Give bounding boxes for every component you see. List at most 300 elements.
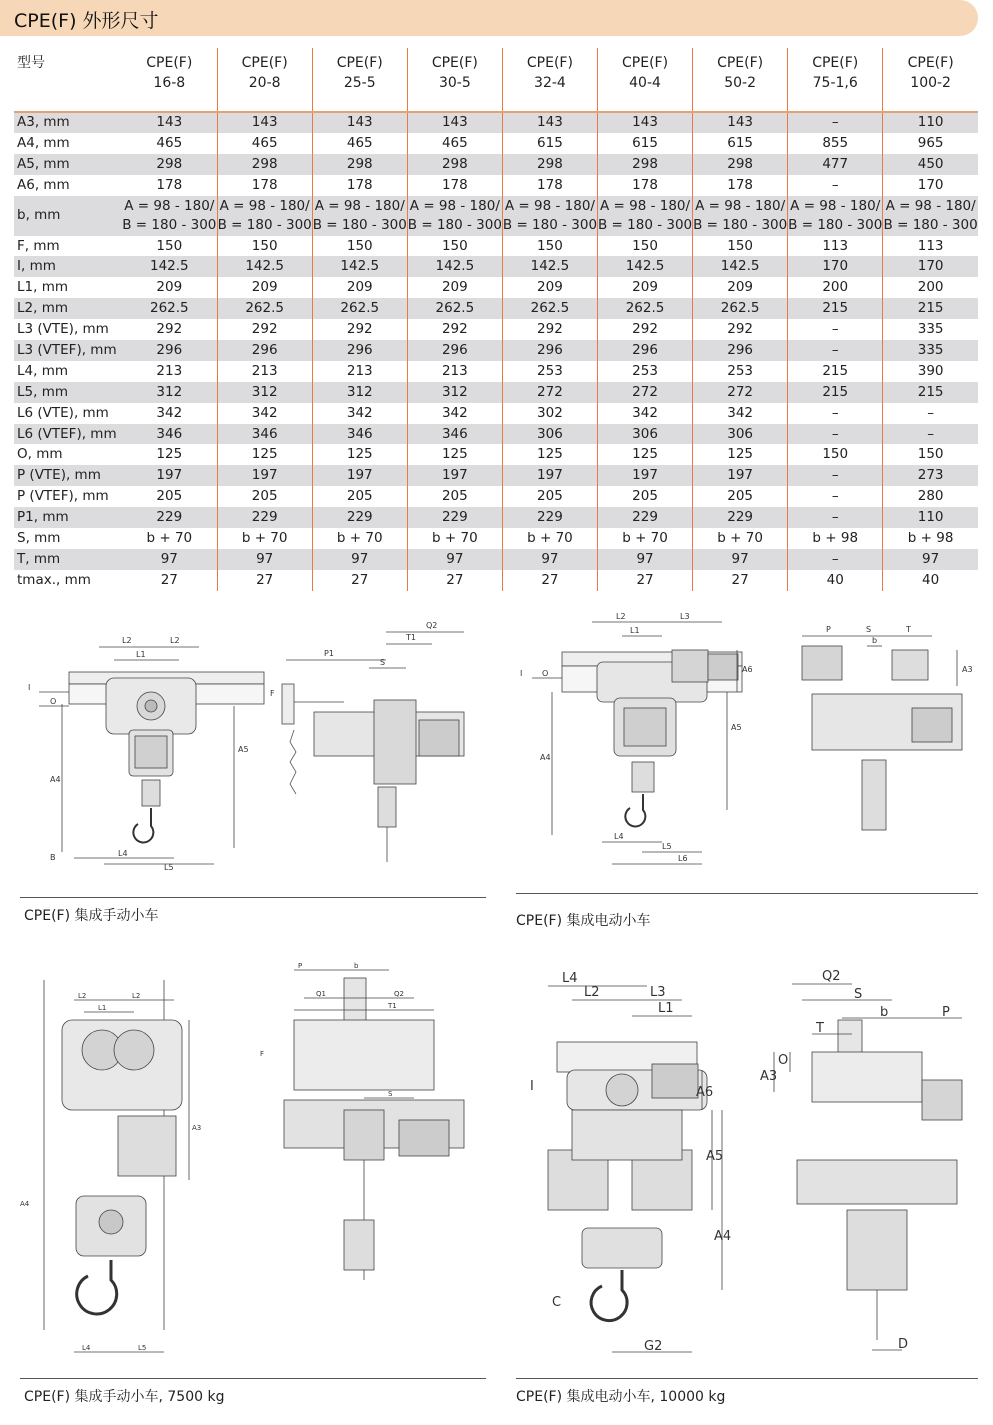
row-label: F, mm [17,237,60,254]
table-cell: 205 [693,486,788,507]
table-cell: 97 [502,549,597,570]
table-cell: 965 [883,133,978,154]
table-cell: 150 [883,444,978,465]
dim10000-o: O [778,1053,789,1068]
table-cell: 197 [597,465,692,486]
table-cell: 97 [217,549,312,570]
table-cell: – [788,403,883,424]
table-row [14,507,978,528]
dim10000-s: S [854,987,863,1002]
table-cell: 197 [407,465,502,486]
dim-a5: A5 [238,745,249,754]
table-cell: 253 [502,361,597,382]
table-cell: 205 [156,488,183,505]
row-label: L3 (VTE), mm [17,321,109,338]
table-cell: 142.5 [502,256,597,277]
table-cell: 197 [217,465,312,486]
table-cell: 197 [312,465,407,486]
table-cell: 97 [883,549,978,570]
table-cell: 292 [502,319,597,340]
table-cell: 209 [217,277,312,298]
cell-line: B = 180 - 300 [597,216,693,233]
table-cell: 306 [597,424,692,445]
table-cell: 306 [502,424,597,445]
cell-line: A = 98 - 180/ [219,197,310,214]
table-row [14,403,978,424]
header-model-line1: CPE(F) [717,55,764,71]
table-cell: 292 [407,319,502,340]
table-cell: 390 [883,361,978,382]
table-cell: 215 [788,382,883,403]
table-cell: 142.5 [407,256,502,277]
table-cell: 178 [502,175,597,196]
caption-rule-manual [20,897,486,898]
table-cell [407,196,502,236]
electric-trolley-drawing [512,610,982,880]
table-cell: 178 [407,175,502,196]
table-cell: 40 [883,570,978,591]
table-cell: 178 [217,175,312,196]
dim-o: O [50,697,57,706]
dim7500-f: F [260,1050,265,1058]
dim-a4: A4 [50,775,61,784]
table-cell: 465 [156,134,183,151]
table-cell: 209 [312,277,407,298]
table-cell: 142.5 [693,256,788,277]
table-cell: 150 [407,236,502,257]
table-row [14,154,978,175]
table-cell: 27 [217,570,312,591]
table-cell: 197 [122,465,217,486]
table-cell [217,196,312,236]
dim10000-a5: A5 [706,1149,724,1164]
table-cell: 205 [597,486,692,507]
table-cell: 27 [502,570,597,591]
header-model-line1: CPE(F) [812,55,859,71]
table-cell: 143 [122,112,217,133]
row-label: P (VTE), mm [14,465,122,486]
dim10000-l4: L4 [562,971,578,986]
dim-l4: L4 [614,832,624,841]
table-cell: 97 [407,549,502,570]
table-cell: 150 [597,236,692,257]
dim-a4: A4 [540,753,551,762]
dim7500-b: b [354,962,359,970]
table-cell: 209 [407,277,502,298]
table-cell: 170 [788,256,883,277]
table-cell: 150 [156,237,183,254]
table-cell: 229 [217,507,312,528]
table-cell: 312 [217,382,312,403]
table-cell: b + 70 [693,528,788,549]
table-row [14,424,978,445]
table-cell: 170 [883,175,978,196]
dim-i: I [520,669,523,678]
cell-line: A = 98 - 180/ [885,197,976,214]
table-cell: 615 [597,133,692,154]
table-cell: b + 98 [788,528,883,549]
table-cell: b + 70 [502,528,597,549]
table-cell: – [883,424,978,445]
table-cell: 215 [788,298,883,319]
table-cell: 215 [883,382,978,403]
dim-p: P [826,625,831,634]
table-row [14,486,978,507]
table-cell: 229 [693,507,788,528]
table-cell: 213 [407,361,502,382]
row-label: A5, mm [14,154,122,175]
table-cell: 312 [407,382,502,403]
table-cell: 27 [597,570,692,591]
table-cell: 205 [502,486,597,507]
table-cell: 27 [160,571,178,588]
header-model-label: 型号 [14,48,122,112]
table-cell: 346 [312,424,407,445]
table-row [14,444,978,465]
dimension-table [14,48,978,591]
electric-trolley-10000-drawing [512,960,982,1372]
table-cell: 205 [217,486,312,507]
dim-l4: L4 [118,849,128,858]
caption-rule-electric-10000 [516,1378,978,1379]
table-cell: b + 70 [597,528,692,549]
dim-b: b [872,636,878,645]
dim7500-s: S [388,1090,393,1098]
cell-line: A = 98 - 180/ [790,197,881,214]
dim-l3: L3 [680,612,690,621]
row-label: T, mm [14,549,122,570]
dim10000-d: D [898,1337,909,1352]
dim7500-l1: L1 [98,1004,107,1012]
cell-line: B = 180 - 300 [788,216,883,233]
table-cell: 113 [883,236,978,257]
header-model-2 [312,48,407,112]
table-cell: 312 [122,382,217,403]
dim-l6: L6 [678,854,688,863]
table-row [14,277,978,298]
table-cell: 150 [693,236,788,257]
header-model-1 [217,48,312,112]
table-cell: 298 [693,154,788,175]
table-cell: 312 [312,382,407,403]
table-row [14,112,978,133]
dim-p1: P1 [324,649,334,658]
row-label: O, mm [17,446,63,463]
row-label: P (VTEF), mm [17,488,109,505]
header-model-0 [122,48,217,112]
table-cell: – [788,112,883,133]
table-row [14,175,978,196]
table-cell: – [788,424,883,445]
table-cell: 205 [312,486,407,507]
table-cell [883,196,978,236]
table-cell: 197 [502,465,597,486]
table-cell: – [788,319,883,340]
table-cell: 335 [883,319,978,340]
table-cell: 150 [217,236,312,257]
table-cell [502,196,597,236]
dim-f: F [270,689,275,698]
row-label: L6 (VTEF), mm [14,424,122,445]
table-cell: – [788,340,883,361]
dim10000-p: P [942,1005,950,1020]
table-cell: 296 [693,340,788,361]
table-cell: 342 [597,403,692,424]
row-label: I, mm [14,256,122,277]
header-model-line1: CPE(F) [622,55,669,71]
table-cell: 292 [693,319,788,340]
table-row [14,570,978,591]
table-cell: 142.5 [597,256,692,277]
table-cell [122,196,217,236]
dim-l5: L5 [164,863,174,872]
table-cell: 209 [502,277,597,298]
cell-line: A = 98 - 180/ [314,197,405,214]
header-model-line2: 50-2 [724,75,757,91]
dim-t: T [906,625,911,634]
row-label: tmax., mm [17,571,91,588]
table-cell: 229 [122,507,217,528]
dim-l5: L5 [662,842,672,851]
table-cell: 97 [693,549,788,570]
cell-line: A = 98 - 180/ [504,197,595,214]
table-row [14,319,978,340]
table-cell: 143 [312,112,407,133]
dim7500-a4: A4 [20,1200,30,1208]
header-model-8 [883,48,978,112]
row-label: b, mm [14,196,122,236]
table-cell: 298 [312,154,407,175]
header-model-line1: CPE(F) [431,55,478,71]
header-model-line2: 40-4 [629,75,661,91]
table-cell: 298 [407,154,502,175]
row-label: A4, mm [17,134,70,151]
dim10000-a4: A4 [714,1229,732,1244]
header-model-line2: 25-5 [343,75,376,91]
table-cell: 342 [693,403,788,424]
dim-t1: T1 [406,633,416,642]
dim7500-l2a: L2 [78,992,87,1000]
dim10000-t: T [816,1021,824,1036]
table-cell: 229 [407,507,502,528]
table-row [14,236,978,257]
table-cell: b + 98 [883,528,978,549]
row-label: L1, mm [17,279,68,296]
table-cell: 262.5 [597,298,692,319]
header-model-line2: 20-8 [248,75,281,91]
dim-s: S [380,658,386,667]
dim10000-l2: L2 [584,985,600,1000]
table-cell: 178 [597,175,692,196]
caption-manual-7500: CPE(F) 集成手动小车, 7500 kg [24,1389,225,1405]
table-cell: 346 [407,424,502,445]
table-cell: 296 [597,340,692,361]
table-cell: b + 70 [217,528,312,549]
row-label: L6 (VTE), mm [17,404,109,421]
table-cell: b + 70 [146,529,193,546]
table-cell: 262.5 [122,298,217,319]
table-cell: 296 [312,340,407,361]
table-cell: 27 [693,570,788,591]
page-title: CPE(F) 外形尺寸 [14,10,159,32]
table-cell: – [788,507,883,528]
table-cell: 615 [502,133,597,154]
caption-electric: CPE(F) 集成电动小车 [516,913,651,929]
table-cell: 205 [407,486,502,507]
table-cell: 143 [502,112,597,133]
dim7500-a3: A3 [192,1124,202,1132]
table-cell: 262.5 [693,298,788,319]
dim10000-b: b [880,1005,889,1020]
dim10000-a6: A6 [696,1085,714,1100]
table-row [14,256,978,277]
table-cell: 298 [597,154,692,175]
manual-trolley-drawing [14,612,494,882]
table-cell: 302 [502,403,597,424]
table-cell: 346 [217,424,312,445]
header-model-line1: CPE(F) [146,55,193,71]
table-cell: 229 [312,507,407,528]
cell-line: A = 98 - 180/ [695,197,786,214]
caption-rule-manual-7500 [20,1378,486,1379]
table-cell: 110 [883,112,978,133]
table-cell: 292 [312,319,407,340]
dim10000-l3: L3 [650,985,666,1000]
table-cell: 262.5 [217,298,312,319]
header-model-line2: 100-2 [910,75,951,91]
table-cell: 200 [788,277,883,298]
table-cell: 465 [407,133,502,154]
cell-line: B = 180 - 300 [693,216,788,233]
table-cell: 178 [156,176,183,193]
dim-l1: L1 [630,626,640,635]
caption-rule-electric [516,893,978,894]
table-cell: 143 [597,112,692,133]
header-model-line1: CPE(F) [336,55,383,71]
dim-l2a: L2 [122,636,132,645]
table-cell: 450 [883,154,978,175]
dim-a3: A3 [962,665,973,674]
table-cell: 213 [217,361,312,382]
table-cell: 142.5 [217,256,312,277]
dim10000-g2: G2 [644,1339,663,1354]
table-cell: 298 [122,154,217,175]
table-row [14,465,978,486]
table-row [14,196,978,236]
caption-manual: CPE(F) 集成手动小车 [24,908,159,924]
manual-trolley-7500-drawing [14,960,484,1372]
cell-line: A = 98 - 180/ [124,197,215,214]
table-cell: 229 [502,507,597,528]
dim7500-l4: L4 [82,1344,91,1352]
table-cell: 170 [883,256,978,277]
table-cell: 298 [217,154,312,175]
table-cell: 296 [407,340,502,361]
table-header-row [14,48,978,112]
table-row [14,361,978,382]
table-cell: 296 [122,340,217,361]
table-cell: 125 [693,444,788,465]
table-row [14,382,978,403]
table-cell: 465 [312,133,407,154]
table-cell: 209 [597,277,692,298]
header-model-5 [597,48,692,112]
dim7500-q1: Q1 [316,990,326,998]
dim7500-q2: Q2 [394,990,404,998]
table-cell: 97 [122,549,217,570]
table-cell: 27 [312,570,407,591]
row-label: S, mm [17,529,61,546]
table-cell: 143 [217,112,312,133]
table-cell: – [883,403,978,424]
table-row [14,298,978,319]
table-cell: 97 [312,549,407,570]
table-cell: 97 [597,549,692,570]
header-model-line1: CPE(F) [907,55,954,71]
row-label: A3, mm [14,112,122,133]
table-row [14,133,978,154]
dim-b: B [50,853,56,862]
table-cell: b + 70 [407,528,502,549]
table-cell: 197 [693,465,788,486]
table-cell: 143 [693,112,788,133]
dim-a5: A5 [731,723,742,732]
dim10000-q2: Q2 [822,969,841,984]
cell-line: B = 180 - 300 [122,216,217,233]
dim10000-i: I [530,1079,534,1094]
table-cell: 262.5 [407,298,502,319]
table-cell: 27 [407,570,502,591]
table-cell [312,196,407,236]
row-label: P1, mm [14,507,122,528]
table-cell [597,196,692,236]
table-cell: 342 [312,403,407,424]
table-cell: 125 [597,444,692,465]
table-cell: b + 70 [312,528,407,549]
table-row [14,549,978,570]
dim-l2: L2 [616,612,626,621]
table-cell: 855 [788,133,883,154]
table-cell: 273 [883,465,978,486]
table-cell: 296 [217,340,312,361]
table-cell: 150 [502,236,597,257]
table-cell: – [788,549,883,570]
table-cell: 178 [693,175,788,196]
cell-line: A = 98 - 180/ [409,197,500,214]
dim10000-l1: L1 [658,1001,674,1016]
table-row [14,340,978,361]
table-cell: 213 [312,361,407,382]
dim-s2: S [866,625,872,634]
table-cell: 253 [693,361,788,382]
cell-line: B = 180 - 300 [407,216,502,233]
table-cell: 477 [788,154,883,175]
table-cell: 280 [883,486,978,507]
table-cell [693,196,788,236]
table-cell: 142.5 [122,256,217,277]
table-cell: 113 [788,236,883,257]
table-cell: 342 [407,403,502,424]
table-body [14,112,978,591]
dim-l1: L1 [136,650,146,659]
table-cell: 143 [407,112,502,133]
table-cell: 292 [597,319,692,340]
table-cell: 296 [502,340,597,361]
table-cell: – [788,465,883,486]
table-cell: 125 [217,444,312,465]
table-cell: 209 [693,277,788,298]
dim-i: I [28,683,31,692]
